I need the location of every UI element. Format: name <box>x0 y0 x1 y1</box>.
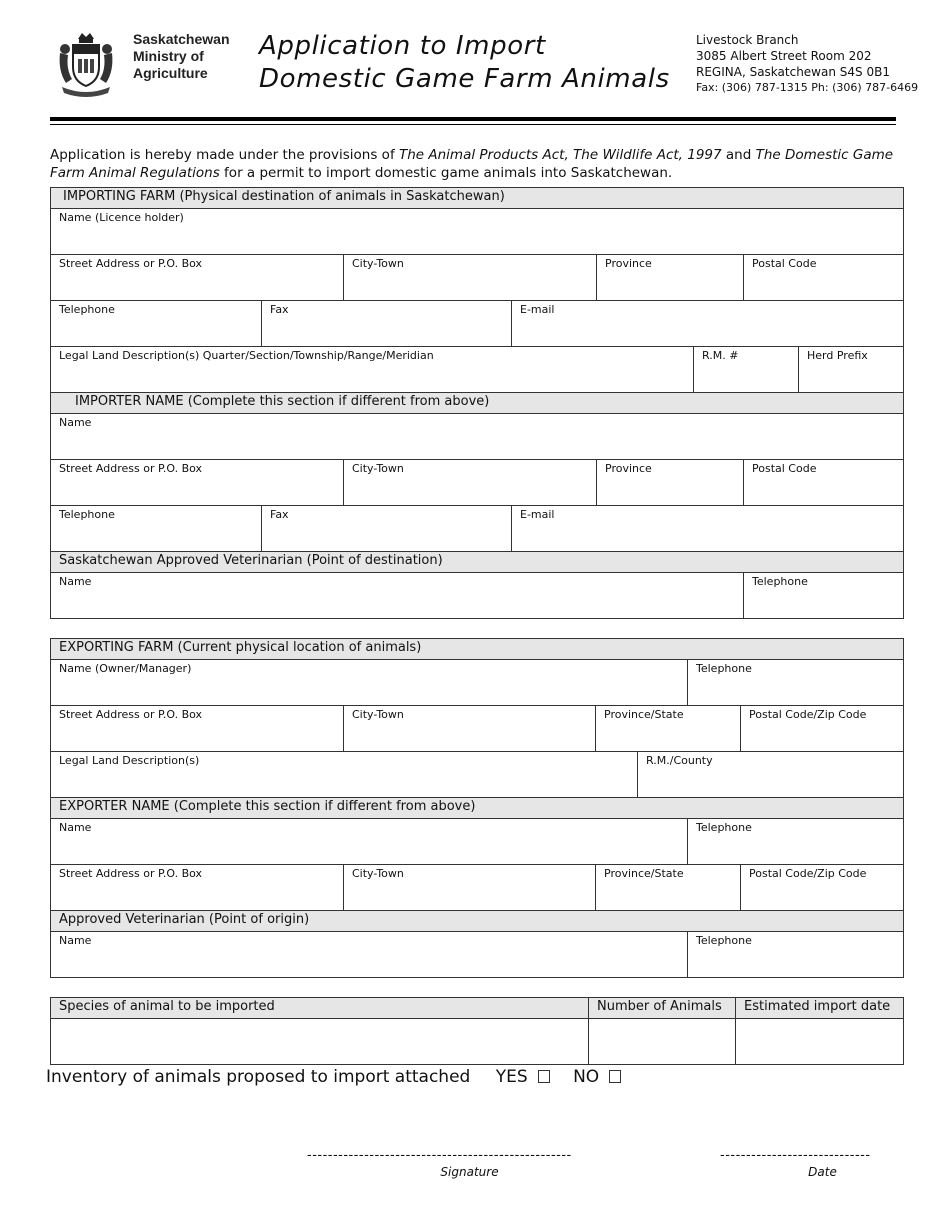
signature-label: Signature <box>440 1165 499 1179</box>
intro-act-name: The Domestic Game Farm Animal Regulations <box>50 147 894 181</box>
exporting-street-field[interactable] <box>51 706 344 752</box>
importer-province-field[interactable] <box>597 460 744 506</box>
intro-text: Application is hereby made under the provisions of <box>50 147 399 163</box>
exporting-rm-county-field[interactable] <box>638 752 904 798</box>
sask-vet-name-field[interactable] <box>51 573 744 619</box>
field-label: Name <box>59 821 92 834</box>
field-label: R.M. # <box>702 349 739 362</box>
exporting-city-field[interactable] <box>344 706 596 752</box>
branch-contact <box>696 32 918 96</box>
yes-label: YES <box>495 1067 528 1087</box>
field-label: Postal Code/Zip Code <box>749 708 867 721</box>
signature-line[interactable]: --------------------------------------------------- <box>307 1148 572 1163</box>
importing-telephone-field[interactable] <box>51 301 262 347</box>
field-label: Name (Licence holder) <box>59 211 184 224</box>
branch-street: 3085 Albert Street Room 202 <box>696 49 872 63</box>
exporting-farm-header: EXPORTING FARM (Current physical location of animals) <box>51 639 904 660</box>
exporting-telephone-field[interactable] <box>688 660 904 706</box>
field-label: E-mail <box>520 303 555 316</box>
field-label: Province/State <box>604 708 684 721</box>
importer-email-field[interactable] <box>512 506 904 552</box>
importer-fax-field[interactable] <box>262 506 512 552</box>
importing-rm-field[interactable] <box>694 347 799 393</box>
form-title-line: Application to Import <box>259 31 546 61</box>
intro-act-name: The Animal Products Act, The Wildlife Act, 1997 <box>398 147 722 163</box>
field-label: Telephone <box>59 508 115 521</box>
field-label: Postal Code <box>752 257 817 270</box>
number-of-animals-field[interactable] <box>589 1019 736 1065</box>
exporter-province-field[interactable] <box>596 865 741 911</box>
exporting-section <box>50 638 904 978</box>
field-label: Postal Code/Zip Code <box>749 867 867 880</box>
yes-checkbox[interactable] <box>538 1070 550 1083</box>
saskatchewan-crest-icon <box>56 31 116 97</box>
importing-herd-prefix-field[interactable] <box>799 347 904 393</box>
header-divider-thin <box>50 124 896 125</box>
field-label: Name (Owner/Manager) <box>59 662 192 675</box>
origin-vet-telephone-field[interactable] <box>688 932 904 978</box>
intro-paragraph <box>50 146 910 182</box>
date-label: Date <box>808 1165 837 1179</box>
importing-fax-field[interactable] <box>262 301 512 347</box>
no-checkbox[interactable] <box>609 1070 621 1083</box>
importing-email-field[interactable] <box>512 301 904 347</box>
branch-name: Livestock Branch <box>696 33 799 47</box>
importing-province-field[interactable] <box>597 255 744 301</box>
exporter-street-field[interactable] <box>51 865 344 911</box>
exporting-owner-name-field[interactable] <box>51 660 688 706</box>
importer-city-field[interactable] <box>344 460 597 506</box>
no-label: NO <box>573 1067 600 1087</box>
field-label: Telephone <box>696 821 752 834</box>
inventory-question <box>46 1066 621 1088</box>
importer-name-field[interactable] <box>51 414 904 460</box>
field-label: City-Town <box>352 867 404 880</box>
exporting-postal-field[interactable] <box>741 706 904 752</box>
number-of-animals-header: Number of Animals <box>589 998 736 1019</box>
importing-farm-header: IMPORTING FARM (Physical destination of animals in Saskatchewan) <box>51 188 904 209</box>
importing-legal-land-field[interactable] <box>51 347 694 393</box>
importing-postal-field[interactable] <box>744 255 904 301</box>
field-label: Street Address or P.O. Box <box>59 257 203 270</box>
exporter-city-field[interactable] <box>344 865 596 911</box>
field-label: Name <box>59 934 92 947</box>
origin-vet-name-field[interactable] <box>51 932 688 978</box>
field-label: Street Address or P.O. Box <box>59 708 203 721</box>
field-label: Street Address or P.O. Box <box>59 867 203 880</box>
exporter-name-field[interactable] <box>51 819 688 865</box>
header-divider <box>50 117 896 121</box>
field-label: R.M./County <box>646 754 713 767</box>
field-label: Telephone <box>696 662 752 675</box>
importer-licence-name-field[interactable] <box>51 209 904 255</box>
exporting-province-field[interactable] <box>596 706 741 752</box>
field-label: Telephone <box>752 575 808 588</box>
intro-text: and <box>721 147 756 163</box>
species-section <box>50 997 904 1065</box>
species-header: Species of animal to be imported <box>51 998 589 1019</box>
field-label: City-Town <box>352 257 404 270</box>
importer-name-header: IMPORTER NAME (Complete this section if different from above) <box>51 393 904 414</box>
importer-street-field[interactable] <box>51 460 344 506</box>
form-title-line: Domestic Game Farm Animals <box>259 64 670 94</box>
sask-vet-header: Saskatchewan Approved Veterinarian (Point of destination) <box>51 552 904 573</box>
form-title <box>259 30 670 96</box>
exporter-name-header: EXPORTER NAME (Complete this section if different from above) <box>51 798 904 819</box>
field-label: Street Address or P.O. Box <box>59 462 203 475</box>
field-label: Legal Land Description(s) Quarter/Section/Township/Range/Meridian <box>59 349 434 362</box>
exporter-postal-field[interactable] <box>741 865 904 911</box>
field-label: Postal Code <box>752 462 817 475</box>
field-label: Herd Prefix <box>807 349 868 362</box>
exporter-telephone-field[interactable] <box>688 819 904 865</box>
species-field[interactable] <box>51 1019 589 1065</box>
importing-city-field[interactable] <box>344 255 597 301</box>
importer-postal-field[interactable] <box>744 460 904 506</box>
branch-city: REGINA, Saskatchewan S4S 0B1 <box>696 65 890 79</box>
origin-vet-header: Approved Veterinarian (Point of origin) <box>51 911 904 932</box>
field-label: Legal Land Description(s) <box>59 754 200 767</box>
inventory-text: Inventory of animals proposed to import attached <box>46 1067 471 1087</box>
field-label: Province <box>605 462 652 475</box>
intro-text: for a permit to import domestic game animals into Saskatchewan. <box>219 165 673 181</box>
field-label: Fax <box>270 303 289 316</box>
field-label: Province/State <box>604 867 684 880</box>
field-label: Telephone <box>59 303 115 316</box>
exporting-legal-land-field[interactable] <box>51 752 638 798</box>
field-label: City-Town <box>352 708 404 721</box>
ministry-line: Saskatchewan <box>133 31 230 47</box>
field-label: Name <box>59 416 92 429</box>
importing-section <box>50 187 904 619</box>
branch-phone-fax: Fax: (306) 787-1315 Ph: (306) 787-6469 <box>696 81 919 94</box>
field-label: Name <box>59 575 92 588</box>
field-label: Fax <box>270 508 289 521</box>
estimated-import-date-field[interactable] <box>736 1019 904 1065</box>
estimated-import-date-header: Estimated import date <box>736 998 904 1019</box>
sask-vet-telephone-field[interactable] <box>744 573 904 619</box>
importer-telephone-field[interactable] <box>51 506 262 552</box>
ministry-line: Agriculture <box>133 65 208 81</box>
field-label: Province <box>605 257 652 270</box>
field-label: E-mail <box>520 508 555 521</box>
ministry-name <box>133 31 230 82</box>
importing-street-field[interactable] <box>51 255 344 301</box>
field-label: City-Town <box>352 462 404 475</box>
ministry-line: Ministry of <box>133 48 204 64</box>
field-label: Telephone <box>696 934 752 947</box>
date-line[interactable]: ----------------------------- <box>720 1148 871 1163</box>
